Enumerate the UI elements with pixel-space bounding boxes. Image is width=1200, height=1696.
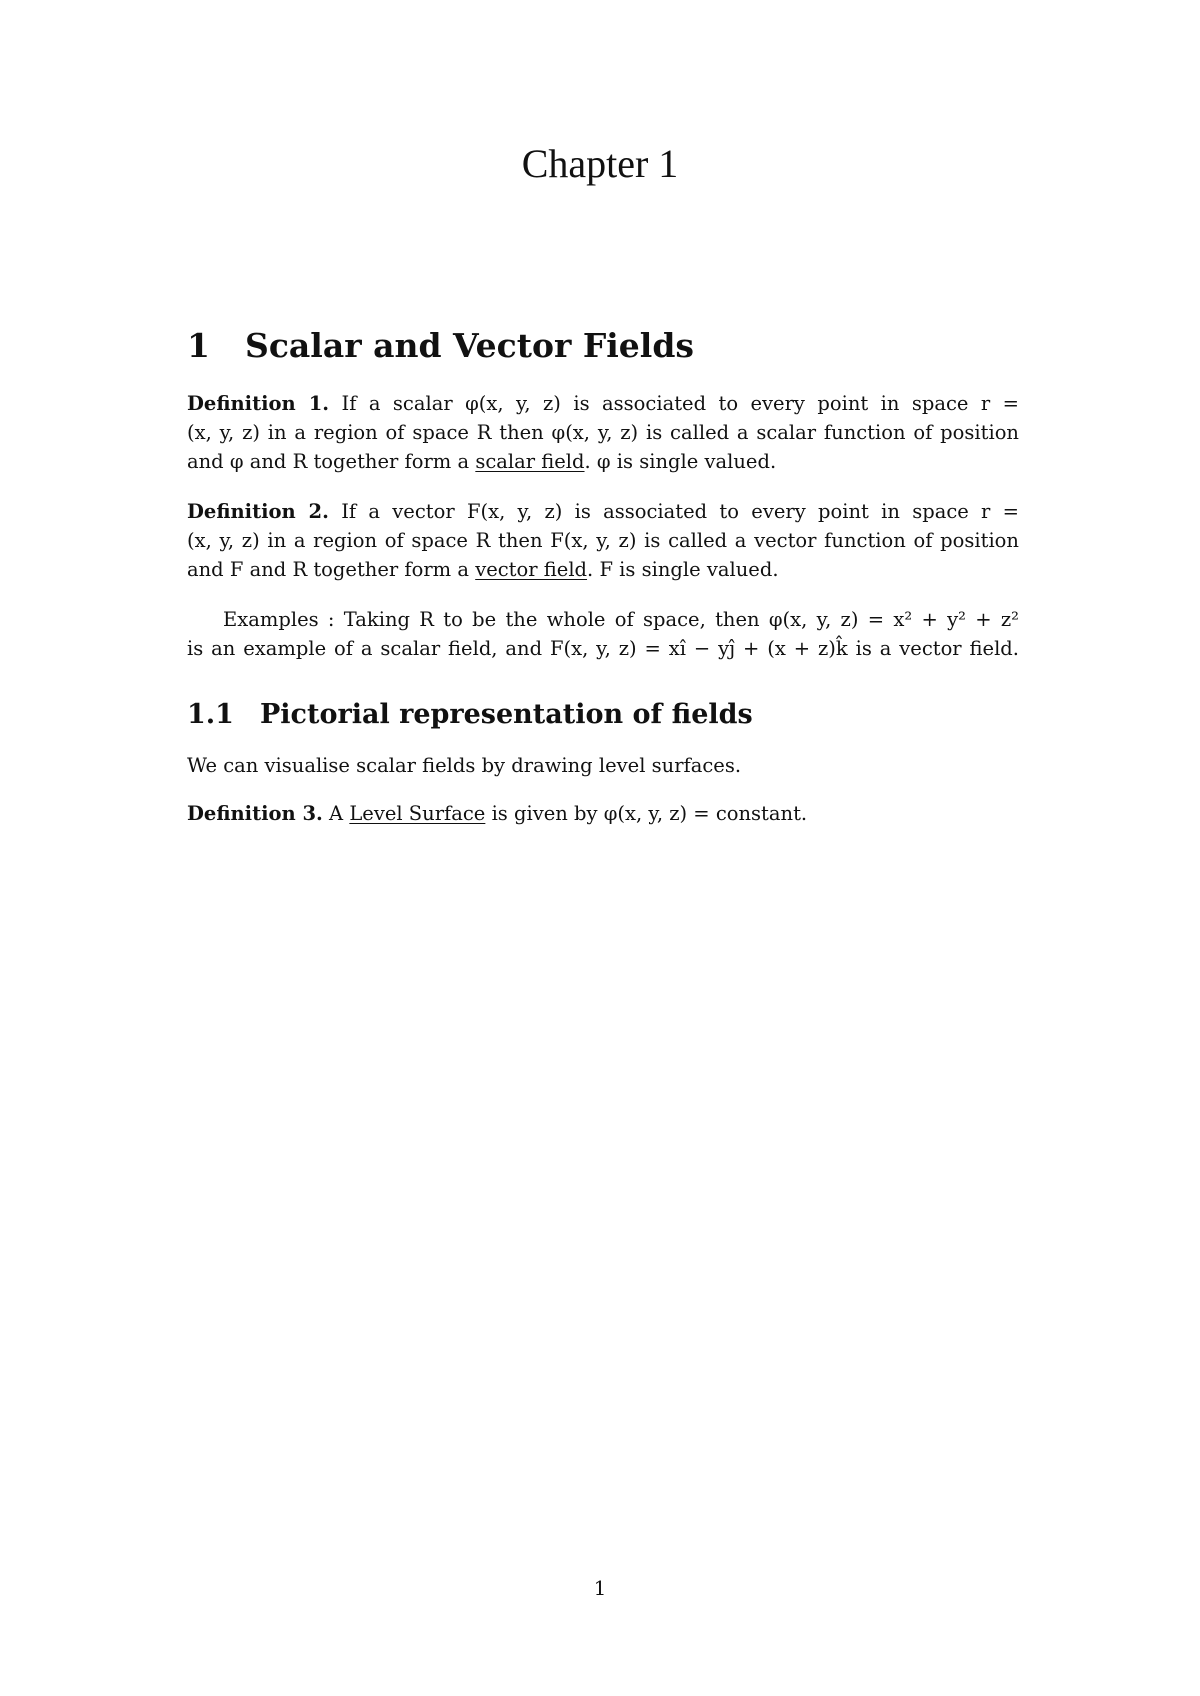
scalar-field-term: scalar field — [475, 450, 585, 473]
definition-3-pre: A — [329, 802, 344, 825]
definition-2-label: Definition 2. — [187, 500, 329, 523]
definition-1-line-3-pre: and φ and R together form a — [187, 450, 470, 473]
definition-3-label: Definition 3. — [187, 802, 323, 825]
definition-2-line-2: (x, y, z) in a region of space R then F(x, y, z) is called a vector function of position — [187, 529, 1019, 552]
definition-3 — [187, 799, 1019, 828]
definition-1-line-2: (x, y, z) in a region of space R then φ(x, y, z) is called a scalar function of position — [187, 421, 1019, 444]
vector-field-term: vector field — [475, 558, 588, 581]
section-number: 1 — [187, 326, 210, 365]
section-heading — [187, 326, 694, 365]
visualise-paragraph — [187, 751, 1019, 780]
definition-1-label: Definition 1. — [187, 392, 330, 415]
examples-line-2: is an example of a scalar field, and F(x, y, z) = xî − yĵ + (x + z)k̂ is a vector field. — [187, 637, 1019, 660]
examples-line-1: Examples : Taking R to be the whole of space, then φ(x, y, z) = x² + y² + z² — [223, 608, 1019, 631]
subsection-title: Pictorial representation of fields — [260, 699, 753, 730]
examples-paragraph — [187, 605, 1019, 663]
definition-1-line-3-post: . φ is single valued. — [584, 450, 777, 473]
chapter-title: Chapter 1 — [521, 141, 679, 186]
section-title: Scalar and Vector Fields — [245, 326, 694, 365]
definition-2-line-1: If a vector F(x, y, z) is associated to every point in space r = — [341, 500, 1019, 523]
subsection-heading — [187, 699, 753, 730]
page-number: 1 — [593, 1576, 607, 1600]
definition-1-line-1: If a scalar φ(x, y, z) is associated to every point in space r = — [341, 392, 1019, 415]
definition-1 — [187, 389, 1019, 476]
definition-2-line-3-pre: and F and R together form a — [187, 558, 469, 581]
definition-3-post: is given by φ(x, y, z) = constant. — [491, 802, 808, 825]
definition-2-line-3-post: . F is single valued. — [587, 558, 779, 581]
visualise-text: We can visualise scalar fields by drawing level surfaces. — [187, 754, 742, 777]
level-surface-term: Level Surface — [349, 802, 486, 825]
definition-2 — [187, 497, 1019, 584]
subsection-number: 1.1 — [187, 699, 234, 730]
